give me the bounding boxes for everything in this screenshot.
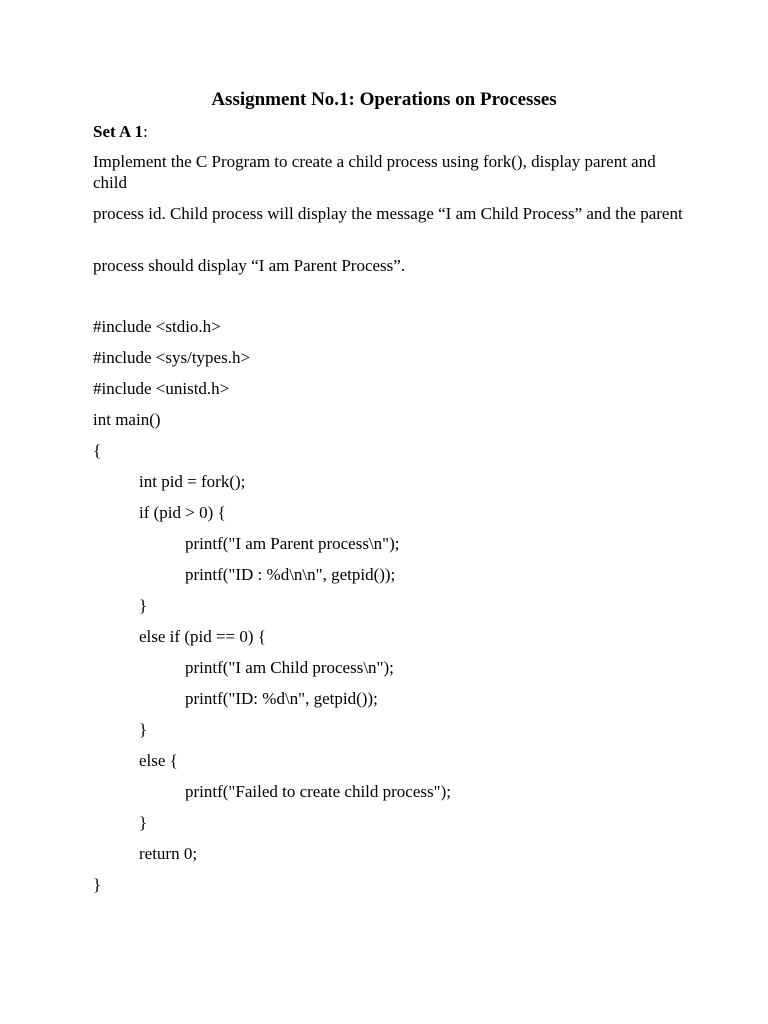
set-label: Set A 1 [93, 122, 144, 141]
code-line: #include <sys/types.h> [93, 348, 251, 367]
code-line: printf("ID: %d\n", getpid()); [185, 689, 378, 708]
code-line: { [93, 441, 102, 460]
code-line: #include <unistd.h> [93, 379, 230, 398]
code-line: } [139, 813, 148, 832]
code-line: int main() [93, 410, 161, 429]
code-line: if (pid > 0) { [139, 503, 226, 522]
set-colon: : [143, 122, 148, 141]
code-line: else { [139, 751, 178, 770]
code-line: printf("Failed to create child process"); [185, 782, 451, 801]
code-line: return 0; [139, 844, 198, 863]
task-paragraph-2: process id. Child process will display the message “I am Child Process” and the parent [93, 204, 683, 223]
set-heading [93, 121, 148, 143]
code-line: else if (pid == 0) { [139, 627, 266, 646]
task-paragraph-1: Implement the C Program to create a child process using fork(), display parent and child [93, 152, 656, 192]
code-line: } [139, 596, 148, 615]
code-line: printf("ID : %d\n\n", getpid()); [185, 565, 396, 584]
code-line: } [93, 875, 102, 894]
code-line: } [139, 720, 148, 739]
code-line: int pid = fork(); [139, 472, 246, 491]
code-line: #include <stdio.h> [93, 317, 221, 336]
task-paragraph-3: process should display “I am Parent Process”. [93, 256, 406, 275]
code-line: printf("I am Child process\n"); [185, 658, 394, 677]
page-title: Assignment No.1: Operations on Processes [211, 89, 557, 110]
code-line: printf("I am Parent process\n"); [185, 534, 400, 553]
